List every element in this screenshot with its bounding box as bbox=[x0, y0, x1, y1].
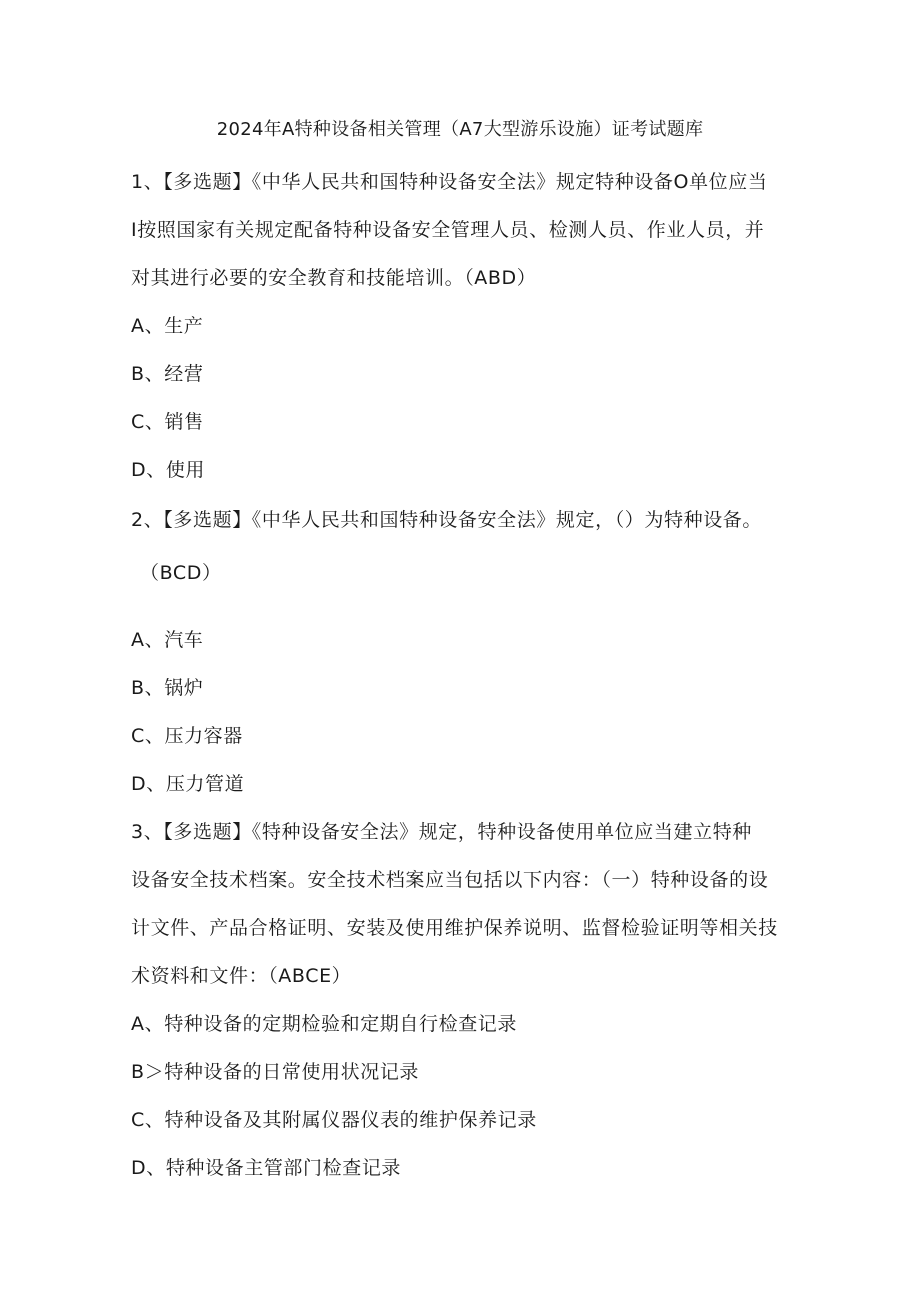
question-3-line-4: 术资料和文件：（ABCE） bbox=[131, 965, 352, 987]
question-1-option-b: B、经营 bbox=[131, 363, 204, 385]
question-1-option-a: A、生产 bbox=[131, 315, 204, 337]
question-1-line-2: I按照国家有关规定配备特种设备安全管理人员、检测人员、作业人员，并 bbox=[131, 219, 765, 241]
question-2-option-c: C、压力容器 bbox=[131, 725, 243, 747]
question-2-option-a: A、汽车 bbox=[131, 629, 204, 651]
question-1-line-3: 对其进行必要的安全教育和技能培训。（ABD） bbox=[131, 267, 537, 289]
question-2-line-1: 2、【多选题】《中华人民共和国特种设备安全法》规定，（）为特种设备。 bbox=[131, 509, 762, 531]
question-3-line-3: 计文件、产品合格证明、安装及使用维护保养说明、监督检验证明等相关技 bbox=[131, 917, 778, 939]
question-2-line-2: （BCD） bbox=[140, 562, 222, 584]
document-title: 2024年A特种设备相关管理（A7大型游乐设施）证考试题库 bbox=[216, 119, 704, 140]
question-3-option-c: C、特种设备及其附属仪器仪表的维护保养记录 bbox=[131, 1109, 537, 1131]
question-2-option-b: B、锅炉 bbox=[131, 677, 204, 699]
question-1-option-d: D、使用 bbox=[131, 459, 206, 481]
question-1-line-1: 1、【多选题】《中华人民共和国特种设备安全法》规定特种设备O单位应当 bbox=[131, 171, 768, 193]
question-3-option-b: B＞特种设备的日常使用状况记录 bbox=[131, 1061, 420, 1083]
question-3-option-d: D、特种设备主管部门检查记录 bbox=[131, 1157, 402, 1179]
question-3-line-1: 3、【多选题】《特种设备安全法》规定，特种设备使用单位应当建立特种 bbox=[131, 821, 752, 843]
question-3-option-a: A、特种设备的定期检验和定期自行检查记录 bbox=[131, 1013, 517, 1035]
question-1-option-c: C、销售 bbox=[131, 411, 204, 433]
question-3-line-2: 设备安全技术档案。安全技术档案应当包括以下内容：（一）特种设备的设 bbox=[131, 869, 769, 891]
question-2-option-d: D、压力管道 bbox=[131, 773, 245, 795]
